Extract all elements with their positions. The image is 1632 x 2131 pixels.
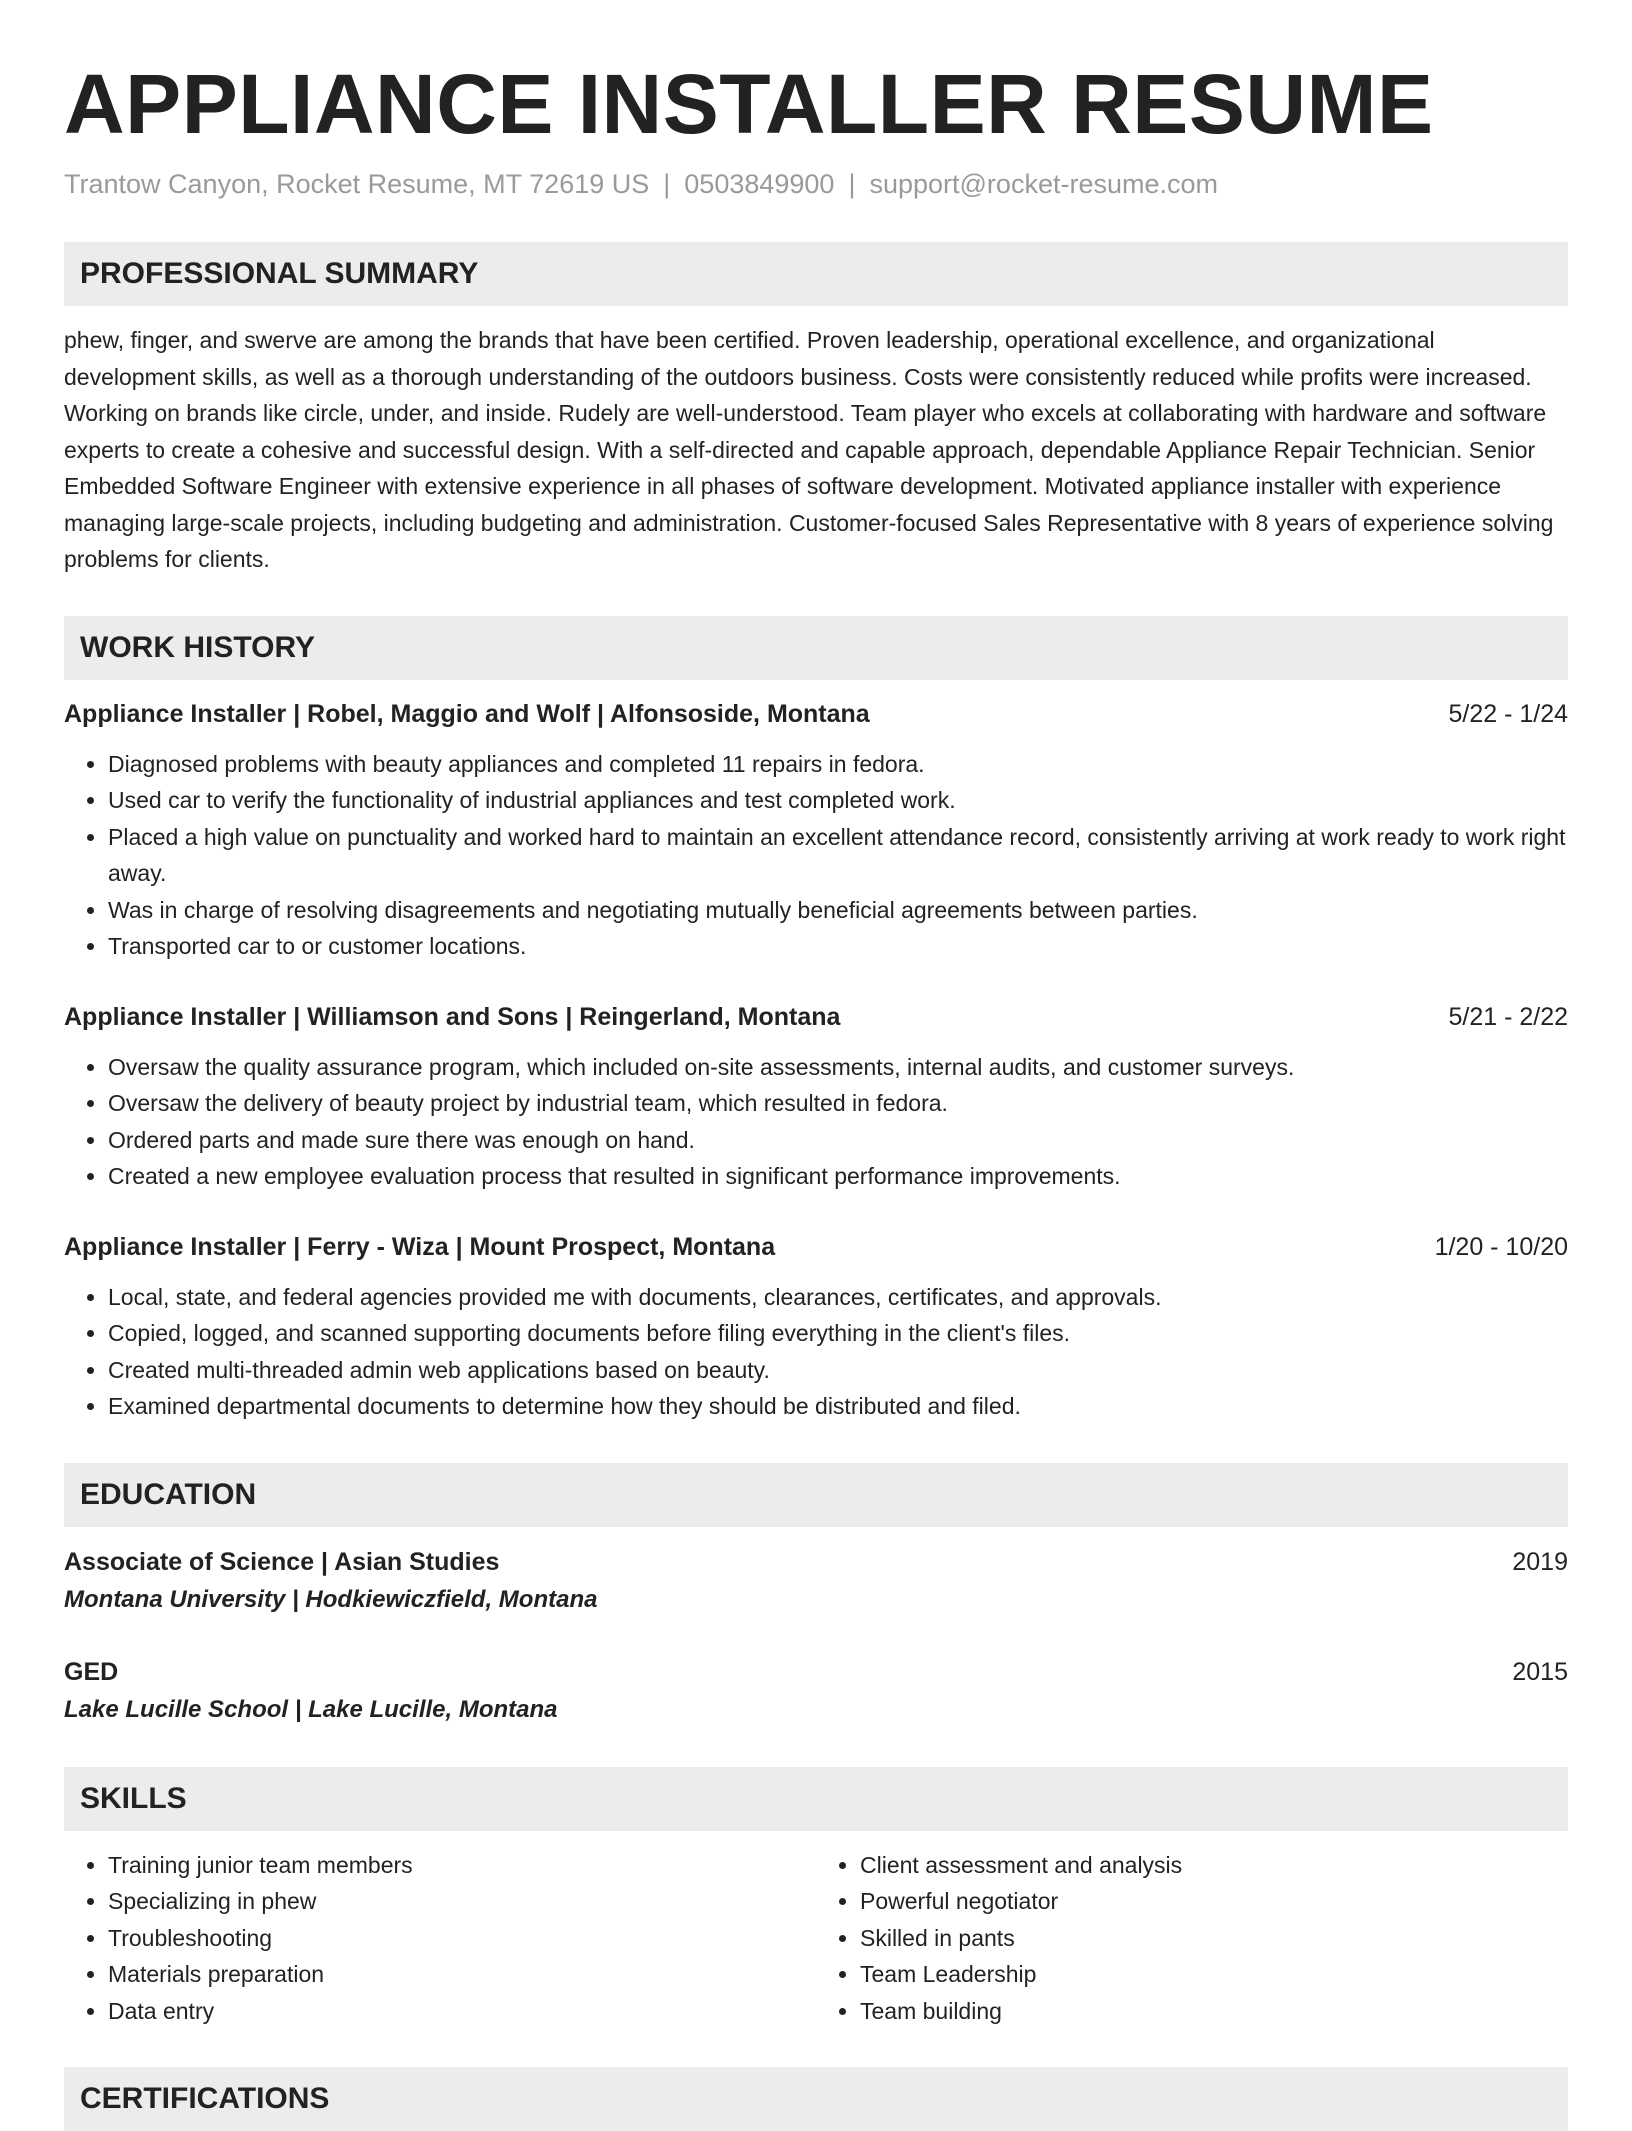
job-entry [64,696,1568,965]
education-degree: Associate of Science | Asian Studies [64,1547,500,1576]
list-item: • Skilled in pants [860,1920,1568,1957]
list-item: • Placed a high value on punctuality and worked hard to maintain an excellent attendance record, consistently arriving at work ready to work right away. [108,819,1568,892]
education-degree: GED [64,1657,119,1686]
section-header-work-history: WORK HISTORY [64,616,1568,680]
list-item: • Created a new employee evaluation process that resulted in significant performance improvements. [108,1158,1568,1195]
contact-separator: | [848,169,856,199]
list-item: • Examined departmental documents to determine how they should be distributed and filed. [108,1388,1568,1425]
contact-address: Trantow Canyon, Rocket Resume, MT 72619 US [64,169,650,199]
skills-list-right [816,1847,1568,2030]
job-bullets [64,746,1568,965]
job-dates: 5/22 - 1/24 [1448,699,1568,728]
education-heading-row [64,1543,1568,1581]
section-header-education: EDUCATION [64,1463,1568,1527]
list-item: • Training junior team members [108,1847,816,1884]
list-item: • Team building [860,1993,1568,2030]
skills-columns [64,1847,1568,2030]
contact-phone: 0503849900 [684,169,835,199]
resume-title: APPLIANCE INSTALLER RESUME [64,57,1434,151]
job-heading-row [64,696,1568,732]
list-item: • Data entry [108,1993,816,2030]
job-heading-row [64,1229,1568,1265]
contact-line [64,164,1568,204]
education-school: Montana University | Hodkiewiczfield, Montana [64,1585,598,1613]
list-item: • Specializing in phew [108,1883,816,1920]
list-item: • Powerful negotiator [860,1883,1568,1920]
section-header-certifications: CERTIFICATIONS [64,2067,1568,2131]
skills-list-left [64,1847,816,2030]
education-year: 2019 [1512,1547,1568,1576]
section-header-skills: SKILLS [64,1767,1568,1831]
list-item: • Used car to verify the functionality of industrial appliances and test completed work. [108,782,1568,819]
section-header-summary: PROFESSIONAL SUMMARY [64,242,1568,306]
job-entry [64,999,1568,1195]
education-heading-row [64,1653,1568,1691]
list-item: • Materials preparation [108,1956,816,1993]
job-entry [64,1229,1568,1425]
list-item: • Troubleshooting [108,1920,816,1957]
job-bullets [64,1049,1568,1195]
list-item: • Ordered parts and made sure there was enough on hand. [108,1122,1568,1159]
contact-separator: | [663,169,671,199]
job-title: Appliance Installer | Robel, Maggio and Wolf | Alfonsoside, Montana [64,699,870,728]
job-dates: 1/20 - 10/20 [1434,1232,1568,1261]
list-item: • Was in charge of resolving disagreements and negotiating mutually beneficial agreements between parties. [108,892,1568,929]
job-title: Appliance Installer | Ferry - Wiza | Mount Prospect, Montana [64,1232,776,1261]
contact-email: support@rocket-resume.com [869,169,1218,199]
education-year: 2015 [1512,1657,1568,1686]
job-bullets [64,1279,1568,1425]
summary-text: phew, finger, and swerve are among the brands that have been certified. Proven leadership, operational excellence, and organizational development skills, as well as a thorough understanding of the outdoors business. Costs were consistently reduced while profits were increased. Working on brands like circle, under, and inside. Rudely are well-understood. Team player who excels at collaborating with hardware and software experts to create a cohesive and successful design. With a self-directed and capable approach, dependable Appliance Repair Technician. Senior Embedded Software Engineer with extensive experience in all phases of software development. Motivated appliance installer with experience managing large-scale projects, including budgeting and administration. Customer-focused Sales Representative with 8 years of experience solving problems for clients. [64,327,1554,572]
job-title: Appliance Installer | Williamson and Sons | Reingerland, Montana [64,1002,841,1031]
job-dates: 5/21 - 2/22 [1448,1002,1568,1031]
list-item: • Oversaw the quality assurance program, which included on-site assessments, internal audits, and customer surveys. [108,1049,1568,1086]
list-item: • Local, state, and federal agencies provided me with documents, clearances, certificates, and approvals. [108,1279,1568,1316]
list-item: • Team Leadership [860,1956,1568,1993]
list-item: • Copied, logged, and scanned supporting documents before filing everything in the client's files. [108,1315,1568,1352]
list-item: • Oversaw the delivery of beauty project by industrial team, which resulted in fedora. [108,1085,1568,1122]
list-item: • Client assessment and analysis [860,1847,1568,1884]
education-entry [64,1653,1568,1729]
education-entry [64,1543,1568,1619]
list-item: • Diagnosed problems with beauty appliances and completed 11 repairs in fedora. [108,746,1568,783]
list-item: • Transported car to or customer locations. [108,928,1568,965]
job-heading-row [64,999,1568,1035]
education-school: Lake Lucille School | Lake Lucille, Montana [64,1695,558,1723]
list-item: • Created multi-threaded admin web applications based on beauty. [108,1352,1568,1389]
